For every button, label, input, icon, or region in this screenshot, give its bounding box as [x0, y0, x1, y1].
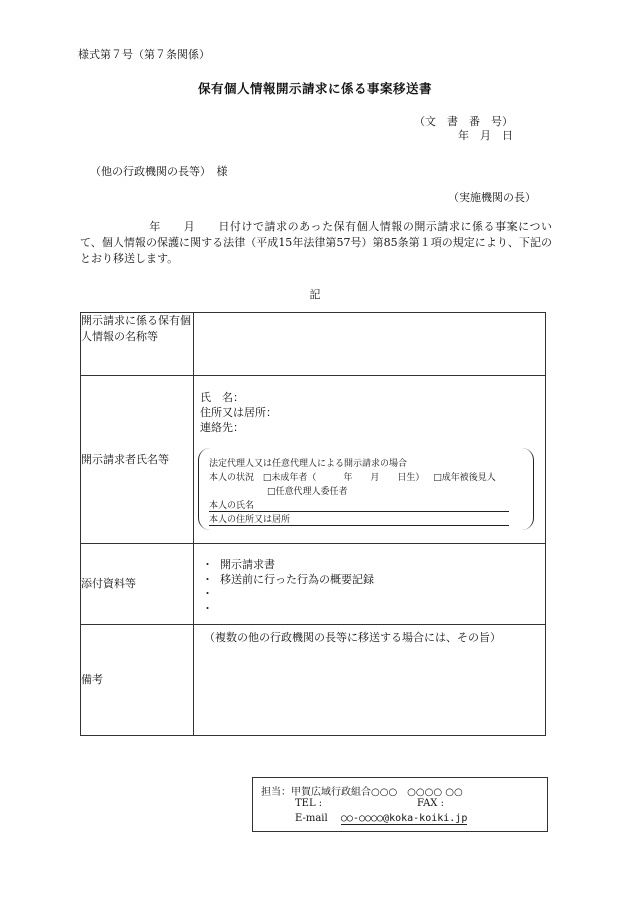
remarks-note: （複数の他の行政機関の長等に移送する場合には、その旨）: [204, 631, 501, 644]
recipient: （他の行政機関の長等） 様: [90, 165, 228, 178]
form-number: 様式第７号（第７条関係）: [78, 48, 210, 61]
info-name-cell[interactable]: [194, 313, 546, 376]
attachment-item: ・ 開示請求書: [202, 558, 275, 571]
voluntary-checkbox[interactable]: □任意代理人委任者: [267, 487, 348, 497]
email-link[interactable]: ○○-○○○○@koka-koiki.jp: [340, 813, 468, 824]
applicant-contact-field: 連絡先：: [200, 421, 244, 434]
email-row: [295, 813, 467, 824]
date-line: 年 月 日: [458, 129, 513, 142]
attachments-cell[interactable]: [194, 544, 546, 625]
applicant-name-field: 氏 名：: [200, 391, 244, 404]
attachment-item: ・: [202, 601, 213, 615]
principal-name-field[interactable]: 本人の氏名: [209, 498, 509, 512]
document-number: （文 書 番 号）: [414, 115, 513, 128]
fax-label: FAX :: [417, 798, 444, 809]
attachment-item: ・: [202, 587, 213, 600]
table-row: [81, 376, 546, 544]
status-row: [209, 470, 496, 483]
transfer-table: [80, 312, 546, 736]
body-text: 年 月 日付けで請求のあった保有個人情報の開示請求に係る事案について、個人情報の保護に関する法律（平成15年法律第57号）第85条第１項の規定により、下記のとおり移送します。: [80, 220, 552, 265]
sender: （実施機関の長）: [448, 191, 536, 204]
tel-label: TEL :: [295, 798, 323, 809]
proxy-section: [198, 448, 534, 530]
email-label: E-mail: [295, 813, 328, 824]
table-row: [81, 625, 546, 736]
contact-person: 担当：甲賀広域行政組合○○○ ○○○○ ○○: [261, 787, 463, 798]
minor-checkbox[interactable]: □未成年者（ 年 月 日生）: [262, 473, 425, 483]
applicant-label: 開示請求者氏名等: [81, 376, 194, 544]
principal-address-field[interactable]: 本人の住所又は居所: [209, 512, 509, 526]
applicant-address-field: 住所又は居所：: [200, 406, 277, 419]
document-title: 保有個人情報開示請求に係る事案移送書: [197, 81, 432, 96]
attachment-item: ・ 移送前に行った行為の概要記録: [202, 572, 374, 586]
adult-ward-checkbox[interactable]: □成年被後見人: [433, 473, 496, 483]
ki-heading: 記: [309, 288, 321, 301]
status-label: 本人の状況: [209, 473, 255, 483]
info-name-label: 開示請求に係る保有個人情報の名称等: [81, 313, 194, 376]
table-row: [81, 544, 546, 625]
attachments-label: 添付資料等: [81, 544, 194, 625]
proxy-heading: 法定代理人又は任意代理人による開示請求の場合: [209, 459, 408, 469]
remarks-label: 備考: [81, 625, 194, 736]
remarks-cell[interactable]: [194, 625, 546, 736]
contact-box: [252, 777, 548, 832]
applicant-cell[interactable]: [194, 376, 546, 544]
table-row: [81, 313, 546, 376]
